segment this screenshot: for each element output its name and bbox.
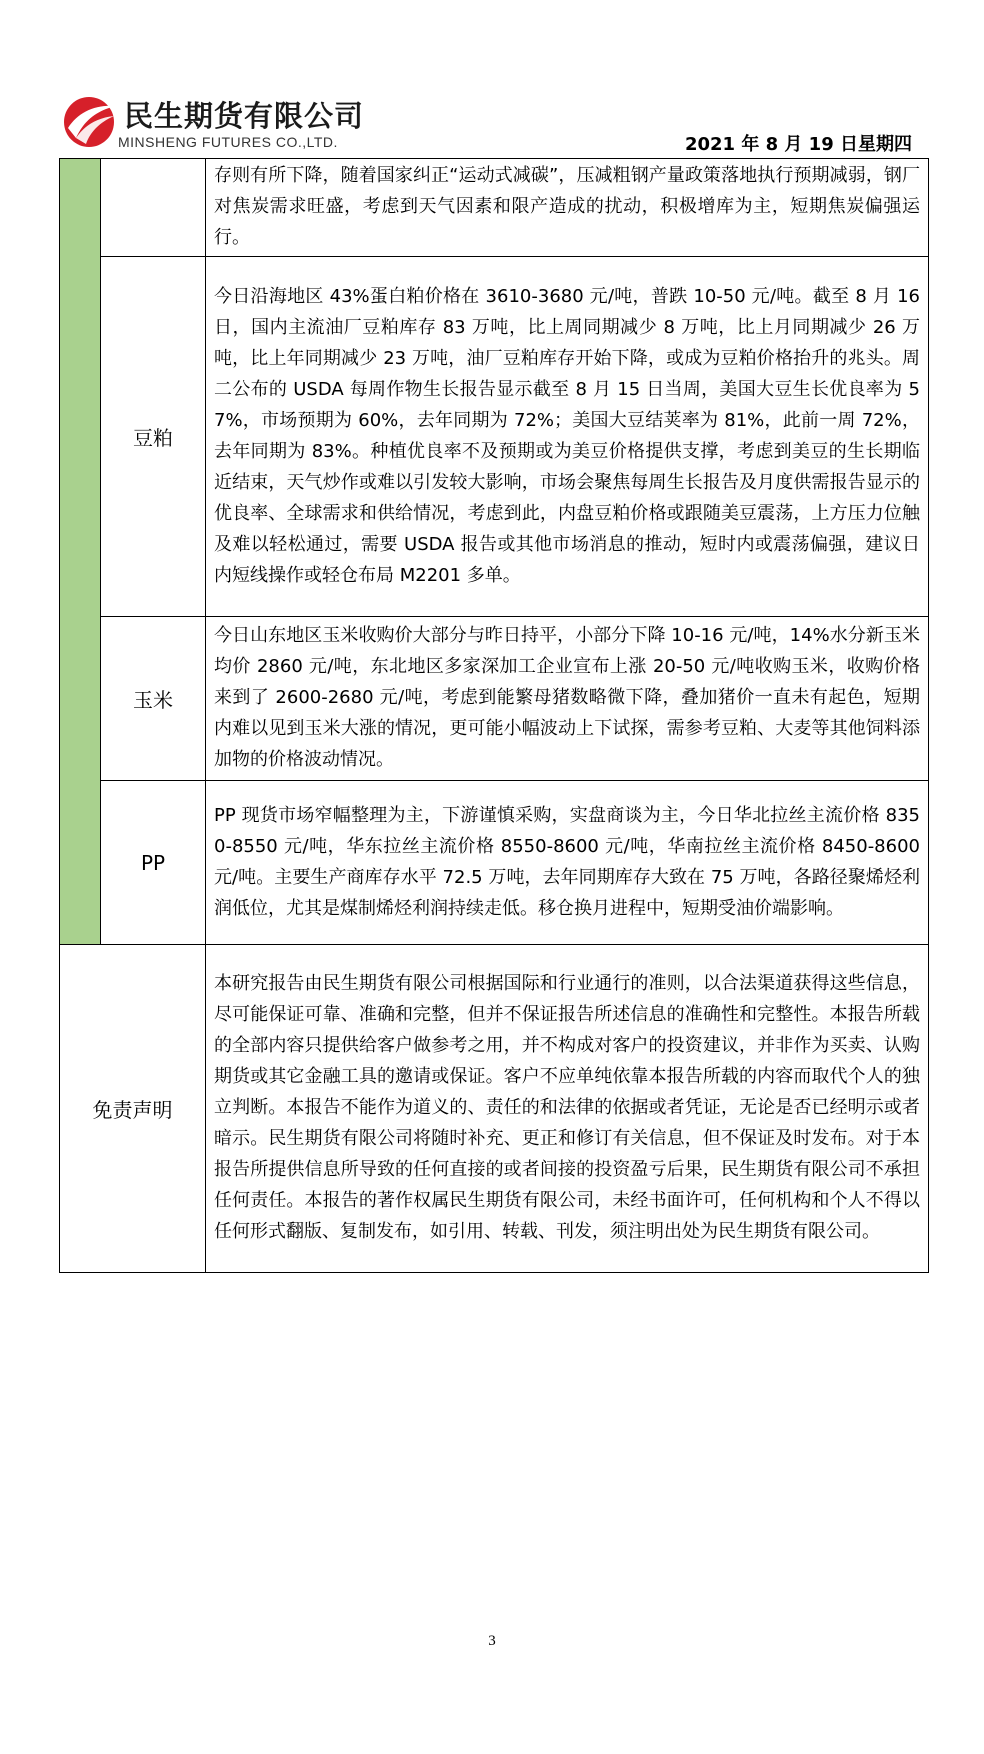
company-name-en: MINSHENG FUTURES CO.,LTD.: [118, 134, 338, 150]
table-row: [60, 257, 929, 617]
commodity-label: 豆粕: [101, 257, 206, 617]
commodity-commentary-table: [59, 158, 929, 1273]
commodity-commentary: 今日山东地区玉米收购价大部分与昨日持平，小部分下降 10-16 元/吨，14%水分新玉米均价 2860 元/吨，东北地区多家深加工企业宣布上涨 20-50 元/吨收购玉米，收购价格来到了 2600-2680 元/吨，考虑到能繁母猪数略微下降，叠加猪价一直未有起色，短期内难以见到玉米大涨的情况，更可能小幅波动上下试探，需参考豆粕、大麦等其他饲料添加物的价格波动情况。: [206, 617, 929, 781]
disclaimer-label: 免责声明: [60, 945, 206, 1273]
page-number: 3: [488, 1633, 496, 1649]
commodity-label: PP: [101, 781, 206, 945]
company-logo: [62, 92, 365, 154]
commodity-label: 玉米: [101, 617, 206, 781]
commodity-label: [101, 159, 206, 257]
report-date: 2021 年 8 月 19 日星期四: [684, 134, 912, 155]
disclaimer-row: [60, 945, 929, 1273]
commodity-commentary: 存则有所下降，随着国家纠正“运动式减碳”，压减粗钢产量政策落地执行预期减弱，钢厂对焦炭需求旺盛，考虑到天气因素和限产造成的扰动，积极增库为主，短期焦炭偏强运行。: [206, 159, 929, 257]
minsheng-logo-icon: [62, 92, 118, 148]
table-row: [60, 617, 929, 781]
commodity-commentary: 今日沿海地区 43%蛋白粕价格在 3610-3680 元/吨，普跌 10-50 元/吨。截至 8 月 16 日，国内主流油厂豆粕库存 83 万吨，比上周同期减少 8 万吨，比上月同期减少 26 万吨，比上年同期减少 23 万吨，油厂豆粕库存开始下降，或成为豆粕价格抬升的兆头。周二公布的 USDA 每周作物生长报告显示截至 8 月 15 日当周，美国大豆生长优良率为 57%，市场预期为 60%，去年同期为 72%；美国大豆结荚率为 81%，此前一周 72%，去年同期为 83%。种植优良率不及预期或为美豆价格提供支撑，考虑到美豆的生长期临近结束，天气炒作或难以引发较大影响，市场会聚焦每周生长报告及月度供需报告显示的优良率、全球需求和供给情况，考虑到此，内盘豆粕价格或跟随美豆震荡，上方压力位触及难以轻松通过，需要 USDA 报告或其他市场消息的推动，短时内或震荡偏强，建议日内短线操作或轻仓布局 M2201 多单。: [206, 257, 929, 617]
category-cell: [60, 159, 101, 945]
disclaimer-text: 本研究报告由民生期货有限公司根据国际和行业通行的准则，以合法渠道获得这些信息，尽可能保证可靠、准确和完整，但并不保证报告所述信息的准确性和完整性。本报告所载的全部内容只提供给客户做参考之用，并不构成对客户的投资建议，并非作为买卖、认购期货或其它金融工具的邀请或保证。客户不应单纯依靠本报告所载的内容而取代个人的独立判断。本报告不能作为道义的、责任的和法律的依据或者凭证，无论是否已经明示或者暗示。民生期货有限公司将随时补充、更正和修订有关信息，但不保证及时发布。对于本报告所提供信息所导致的任何直接的或者间接的投资盈亏后果，民生期货有限公司不承担任何责任。本报告的著作权属民生期货有限公司，未经书面许可，任何机构和个人不得以任何形式翻版、复制发布，如引用、转载、刊发，须注明出处为民生期货有限公司。: [206, 945, 929, 1273]
company-name-cn: 民生期货有限公司: [124, 99, 365, 133]
table-row: [60, 781, 929, 945]
table-row: [60, 159, 929, 257]
commodity-commentary: PP 现货市场窄幅整理为主，下游谨慎采购，实盘商谈为主，今日华北拉丝主流价格 8350-8550 元/吨，华东拉丝主流价格 8550-8600 元/吨，华南拉丝主流价格 8450-8600 元/吨。主要生产商库存水平 72.5 万吨，去年同期库存大致在 75 万吨，各路径聚烯烃利润低位，尤其是煤制烯烃利润持续走低。移仓换月进程中，短期受油价端影响。: [206, 781, 929, 945]
